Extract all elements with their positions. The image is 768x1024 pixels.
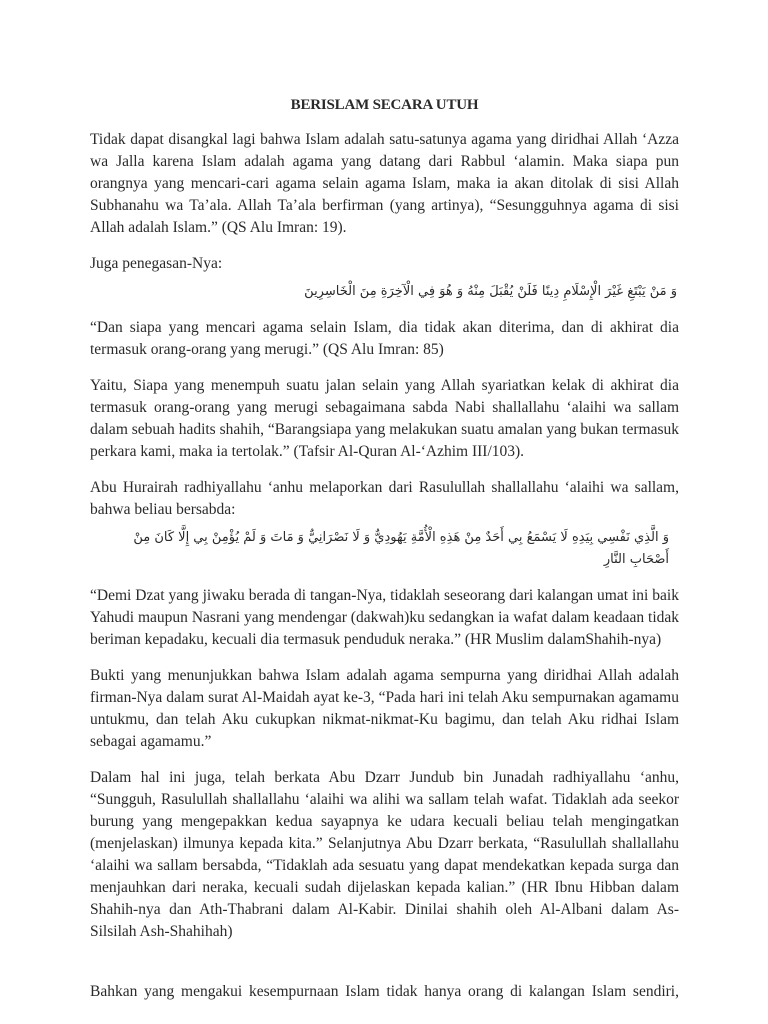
paragraph-translation-85: “Dan siapa yang mencari agama selain Islam, dia tidak akan diterima, dan di akhirat dia termasuk orang-orang yang merugi.” (QS Alu Imran: 85) — [90, 319, 679, 358]
paragraph-abu-hurairah: Abu Hurairah radhiyallahu ‘anhu melaporkan dari Rasulullah shallallahu ‘alaihi wa sallam, bahwa beliau bersabda: — [90, 479, 679, 518]
paragraph-intro: Tidak dapat disangkal lagi bahwa Islam adalah satu-satunya agama yang diridhai Allah ‘Azza wa Jalla karena Islam adalah agama yang datang dari Rabbul ‘alamin. Maka siapa pun orangnya yang mencari-cari agama selain agama Islam, maka ia akan ditolak di sisi Allah Subhanahu wa Ta’ala. Allah Ta’ala berfirman (yang artinya), “Sesungguhnya agama di sisi Allah adalah Islam.” (QS Alu Imran: 19). — [90, 131, 679, 236]
paragraph-hadith-translation: “Demi Dzat yang jiwaku berada di tangan-Nya, tidaklah seseorang dari kalangan umat ini baik Yahudi maupun Nasrani yang mendengar (dakwah)ku sedangkan ia wafat dalam keadaan tidak beriman kepadaku, kecuali dia termasuk penduduk neraka.” (HR Muslim dalamShahih-nya) — [90, 587, 679, 648]
arabic-hadith: وَ الَّذِي نَفْسِي بِيَدِهِ لَا يَسْمَعُ بِي أَحَدٌ مِنْ هَذِهِ الْأُمَّةِ يَهُودِيٌّ وَ لَا نَصْرَانِيٌّ وَ مَاتَ وَ لَمْ يُؤْمِنْ بِي إِلَّا كَانَ مِنْ أَصْحَابِ النَّارِ — [133, 530, 669, 567]
paragraph-bahkan: Bahkan yang mengakui kesempurnaan Islam tidak hanya orang di kalangan Islam sendiri, — [90, 983, 679, 1000]
document-page — [90, 94, 679, 1017]
blank-line — [90, 957, 679, 981]
document-title: BERISLAM SECARA UTUH — [290, 97, 479, 113]
paragraph-bukti: Bukti yang menunjukkan bahwa Islam adalah agama sempurna yang diridhai Allah adalah firman-Nya dalam surat Al-Maidah ayat ke-3, “Pada hari ini telah Aku sempurnakan agamamu untukmu, dan telah Aku cukupkan nikmat-nikmat-Ku bagimu, dan telah Aku ridhai Islam sebagai agamamu.” — [90, 667, 679, 750]
paragraph-yaitu: Yaitu, Siapa yang menempuh suatu jalan selain yang Allah syariatkan kelak di akhirat dia termasuk orang-orang yang merugi sebagaimana sabda Nabi shallallahu ‘alaihi wa sallam dalam sebuah hadits shahih, “Barangsiapa yang melakukan suatu amalan yang bukan termasuk perkara kami, maka ia tertolak.” (Tafsir Al-Quran Al-‘Azhim III/103). — [90, 377, 679, 460]
arabic-verse-alu-imran-85: وَ مَنْ يَبْتَغِ غَيْرَ الْإِسْلَامِ دِينًا فَلَنْ يُقْبَلَ مِنْهُ وَ هُوَ فِي الْآخِرَةِ مِنَ الْخَاسِرِينَ — [304, 284, 677, 299]
paragraph-penegasan: Juga penegasan-Nya: — [90, 255, 223, 272]
paragraph-abu-dzarr: Dalam hal ini juga, telah berkata Abu Dzarr Jundub bin Junadah radhiyallahu ‘anhu, “Sungguh, Rasulullah shallallahu ‘alaihi wa alihi wa sallam telah wafat. Tidaklah ada seekor burung yang mengepakkan kedua sayapnya ke udara kecuali beliau telah mengingatkan (menjelaskan) ilmunya kepada kita.” Selanjutnya Abu Dzarr berkata, “Rasulullah shallallahu ‘alaihi wa sallam bersabda, “Tidaklah ada sesuatu yang dapat mendekatkan kepada surga dan menjauhkan dari neraka, kecuali sudah dijelaskan kepada kalian.” (HR Ibnu Hibban dalam Shahih-nya dan Ath-Thabrani dalam Al-Kabir. Dinilai shahih oleh Al-Albani dalam As-Silsilah Ash-Shahihah) — [90, 769, 679, 940]
